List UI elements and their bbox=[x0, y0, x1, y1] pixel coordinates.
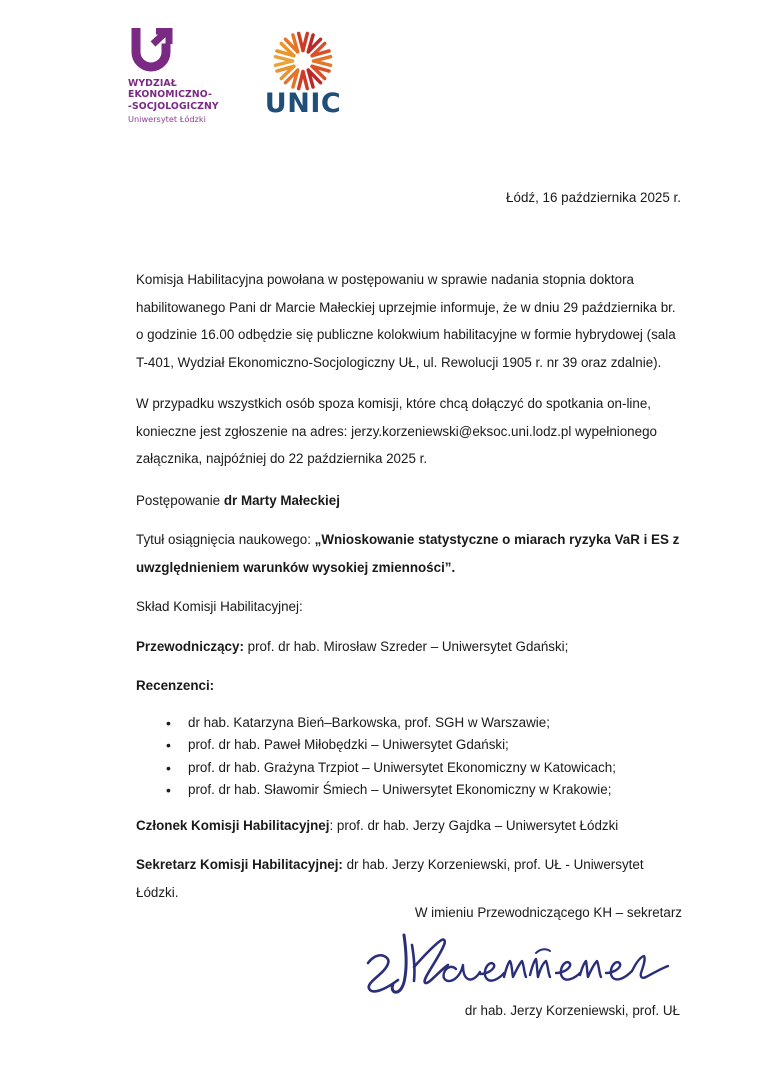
member-value: : prof. dr hab. Jerzy Gajdka – Uniwersytet Łódzki bbox=[329, 817, 619, 833]
proceeding-label: Postępowanie bbox=[136, 492, 224, 508]
list-item: • prof. dr hab. Paweł Miłobędzki – Uniwersytet Gdański; bbox=[188, 734, 682, 757]
achievement-title: „Wnioskowanie statystyczne o miarach ryzyka VaR i ES z uwzględnieniem warunków wysokiej zmienności”. bbox=[136, 532, 680, 575]
logo-bar bbox=[128, 28, 344, 125]
chair-line bbox=[136, 633, 682, 661]
unic-wordmark: UNIC bbox=[264, 88, 342, 119]
uni-lodz-logo bbox=[128, 28, 232, 125]
reviewers-heading bbox=[136, 672, 682, 700]
proceeding-person: dr Marty Małeckiej bbox=[223, 492, 340, 508]
secretary-line bbox=[136, 851, 682, 906]
date-line: Łódź, 16 października 2025 r. bbox=[506, 190, 681, 205]
signature-area bbox=[136, 927, 682, 999]
paragraph-announcement: Komisja Habilitacyjna powołana w postępowaniu w sprawie nadania stopnia doktora habilitowanego Pani dr Marcie Małeckiej uprzejmie informuje, że w dniu 29 października br. o godzinie 16.00 odbędzie się publiczne kolokwium habilitacyjne w formie hybrydowej (sala T-401, Wydział Ekonomiczno-Socjologiczny UŁ, ul. Rewolucji 1905 r. nr 39 oraz zdalnie). bbox=[136, 272, 676, 370]
uni-lodz-logo-line3: -SOCJOLOGICZNY bbox=[128, 100, 219, 112]
reviewers-heading-text: Recenzenci: bbox=[136, 678, 215, 693]
uni-lodz-logo-line1: WYDZIAŁ bbox=[128, 78, 177, 89]
list-item: • prof. dr hab. Grażyna Trzpiot – Uniwersytet Ekonomiczny w Katowicach; bbox=[188, 757, 682, 780]
chair-label: Przewodniczący: bbox=[136, 638, 244, 654]
signoff-line: W imieniu Przewodniczącego KH – sekretarz bbox=[414, 905, 682, 920]
list-item: • prof. dr hab. Sławomir Śmiech – Uniwersytet Ekonomiczny w Krakowie; bbox=[188, 779, 682, 802]
paragraph-online-registration: W przypadku wszystkich osób spoza komisji, które chcą dołączyć do spotkania on-line, konieczne jest zgłoszenie na adres: jerzy.korzeniewski@eksoc.uni.lodz.pl wypełnionego załącznika, najpóźniej do 22 października 2025 r. bbox=[136, 396, 657, 466]
chair-value: prof. dr hab. Mirosław Szreder – Uniwersytet Gdański; bbox=[243, 638, 569, 654]
uni-lodz-logo-subtitle: Uniwersytet Łódzki bbox=[128, 114, 206, 125]
composition-heading: Skład Komisji Habilitacyjnej: bbox=[136, 599, 303, 614]
document-body bbox=[136, 266, 682, 918]
secretary-label: Sekretarz Komisji Habilitacyjnej: bbox=[136, 857, 343, 872]
proceeding-line bbox=[136, 487, 682, 515]
signoff-block bbox=[136, 903, 682, 1021]
list-item: • dr hab. Katarzyna Bień–Barkowska, prof. SGH w Warszawie; bbox=[188, 712, 682, 735]
achievement-label: Tytuł osiągnięcia naukowego: bbox=[136, 532, 315, 547]
unic-logo bbox=[262, 30, 344, 118]
uni-lodz-arrow-mark-icon bbox=[129, 28, 177, 72]
uni-lodz-logo-line2: EKONOMICZNO- bbox=[128, 89, 212, 101]
member-line bbox=[136, 812, 682, 840]
handwritten-signature-icon bbox=[360, 927, 680, 999]
secretary-value: dr hab. Jerzy Korzeniewski, prof. UŁ - Uniwersytet Łódzki. bbox=[136, 857, 644, 900]
unic-sunburst-icon bbox=[272, 30, 334, 92]
reviewers-list bbox=[136, 712, 682, 802]
member-label: Członek Komisji Habilitacyjnej bbox=[136, 817, 330, 833]
achievement-line bbox=[136, 526, 682, 581]
signoff-name: dr hab. Jerzy Korzeniewski, prof. UŁ bbox=[464, 1003, 680, 1018]
